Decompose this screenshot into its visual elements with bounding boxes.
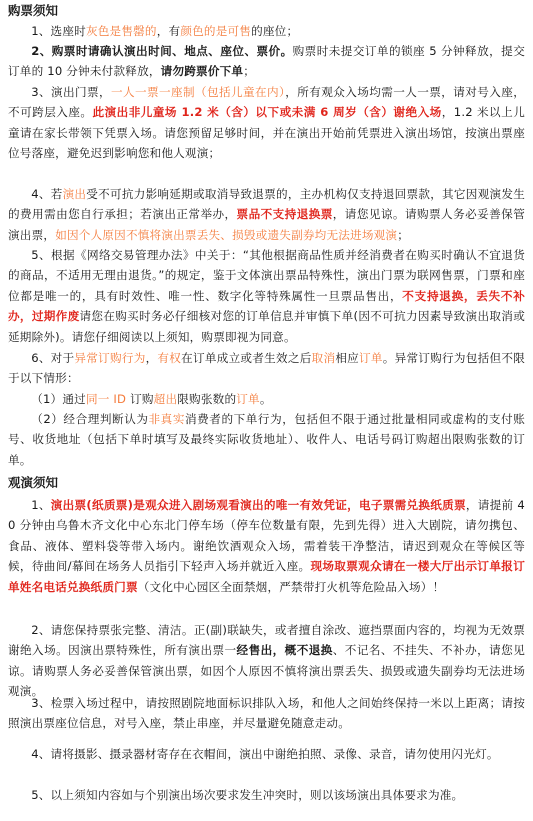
- text-run: 超出: [153, 392, 178, 406]
- text-run: 。: [259, 392, 272, 406]
- text-run: 4、请将摄影、摄录器材寄存在衣帽间，演出中谢绝拍照、录像、录音，请勿使用闪光灯。: [31, 747, 499, 761]
- text-run: ，所有观众入场均需一人一票，请对号入座，不可跨层入座。: [8, 85, 526, 120]
- text-run: 6、对于: [31, 351, 75, 365]
- text-run: 不支持退换，丢失不补办，过期作废: [8, 288, 525, 324]
- text-run: 票品不支持退换票: [236, 207, 333, 222]
- text-run: 此演出非儿童场 1.2 米（含）以下或未满 6 周岁（含）谢绝入场: [92, 105, 442, 120]
- text-run: 的座位；: [251, 24, 299, 38]
- text-run: ，: [145, 351, 158, 365]
- text-run: 5、以上须知内容如与个别演出场次要求发生冲突时，则以该场演出具体要求为准。: [31, 788, 464, 802]
- text-run: ，请提前 40 分钟由乌鲁木齐文化中心东北门停车场（停车位数量有限，先到先得）进入大剧院，请勿携包、食品、液体、塑料袋等带入场内。谢绝饮酒观众入场，需着装干净整洁，请迟到观众在等候区等候，待曲间/幕间在场务人员指引下轻声入场并就近入座。: [8, 498, 525, 574]
- text-run: 在订单成立或者生效之后: [181, 351, 312, 365]
- text-run: 取消: [311, 351, 336, 365]
- purchase-rule-4: [8, 184, 525, 245]
- text-run: ；: [243, 64, 256, 79]
- text-run: 2、请您保持票张完整、清洁。正(副)联缺失，或者擅自涂改、遮挡票面内容的，均视为无效票谢绝入场。因演出票特殊性，所有演出票一: [8, 623, 525, 658]
- text-run: ；: [397, 227, 410, 242]
- text-run: 同一 ID: [85, 392, 127, 406]
- purchase-notice-title: 购票须知: [8, 3, 59, 18]
- text-run: 消费者的下单行为，包括但不限于通过批量相同或虚构的支付账号、收货地址（包括下单时填写及最终实际收货地址）、收件人、电话号码订购超出限购张数的订单。: [8, 412, 525, 467]
- text-run: 订单: [359, 351, 383, 365]
- text-run: ，请您见谅。请购票人务必妥善保管演出票，: [8, 207, 525, 242]
- text-run: 受不可抗力影响延期或取消导致退票的，主办机构仅支持退回票款，其它因观演发生的费用需由您自行承担；若演出正常举办，: [8, 187, 525, 222]
- text-run: 一人一票一座制（包括儿童在内）: [110, 85, 286, 99]
- purchase-rule-6-case-1: [8, 389, 525, 409]
- text-run: 3、演出门票，: [31, 85, 111, 99]
- text-run: 4、若: [31, 187, 63, 201]
- text-run: 订单: [236, 392, 260, 406]
- text-run: 3、检票入场过程中，请按照剧院地面标识排队入场，和他人之间始终保持一米以上距离；请按照演出票座位信息，对号入座，禁止串座，并尽量避免随意走动。: [8, 696, 525, 731]
- text-run: ，1.2 米以上儿童请在家长带领下凭票入场。请您预留足够时间，并在演出开始前凭票进入演出场馆，按演出票座位号落座，避免迟到影响您和他人观演；: [8, 105, 525, 161]
- watch-rule-3: [8, 693, 525, 734]
- text-run: 相应: [335, 351, 360, 365]
- text-run: 限购张数的: [177, 392, 237, 406]
- text-run: 5、根据《网络交易管理办法》中关于：“其他根据商品性质并经消费者在购买时确认不宜退货的商品，不适用无理由退货。”的规定，鉴于文体演出票品特殊性，演出门票为联网售票，门票和座位都是唯一的，具有时效性、唯一性、数字化等特殊属性一旦票品售出，: [8, 248, 525, 303]
- text-run: 演出票(纸质票)是观众进入剧场观看演出的唯一有效凭证，电子票需兑换纸质票: [50, 498, 466, 512]
- watch-rule-2: [8, 620, 525, 702]
- text-run: （2）经合理判断认为: [31, 412, 149, 426]
- watch-rule-5: [8, 785, 525, 805]
- text-run: 2、购票时请确认演出时间、地点、座位、票价。: [31, 44, 293, 58]
- text-run: 购票时未提交订单的锁座 5 分钟释放，提交订单的 10 分钟未付款释放，: [8, 44, 526, 79]
- purchase-rule-6: [8, 348, 525, 389]
- purchase-rule-5: [8, 245, 525, 347]
- text-run: 有权: [157, 351, 182, 365]
- text-run: 现场取票观众请在一楼大厅出示订单报订单姓名电话兑换纸质门票: [8, 559, 525, 594]
- purchase-rule-1: [8, 21, 525, 41]
- text-run: 请勿跨票价下单: [160, 64, 244, 79]
- text-run: （文化中心园区全面禁烟，严禁带打火机等危险品入场）！: [137, 579, 445, 594]
- text-run: 演出: [62, 187, 87, 201]
- text-run: 、不记名、不挂失、不补办，请您见谅。请购票人务必妥善保管演出票，如因个人原因不慎将演出票丢失、损毁或遗失副券均无法进场观演。: [8, 643, 525, 699]
- watch-notice-title: 观演须知: [8, 475, 59, 490]
- text-run: ，有: [156, 24, 181, 38]
- text-run: （1）通过: [31, 392, 86, 406]
- text-run: 如因个人原因不慎将演出票丢失、损毁或遗失副券均无法进场观演: [55, 227, 398, 242]
- text-run: 经售出，概不退换: [236, 643, 333, 658]
- purchase-rule-3: [8, 82, 525, 164]
- text-run: 灰色是售罄的: [85, 24, 157, 38]
- text-run: 异常订购行为: [74, 351, 146, 365]
- text-run: 非真实: [148, 412, 185, 426]
- text-run: 1、: [31, 498, 51, 512]
- text-run: 请您在购买时务必仔细核对您的订单信息并审慎下单(因不可抗力因素导致演出取消或延期除外)。请您仔细阅读以上须知，购票即视为同意。: [8, 309, 525, 344]
- watch-rule-4: [8, 744, 525, 764]
- text-run: 订购: [126, 392, 154, 406]
- text-run: 颜色的是可售: [180, 24, 252, 38]
- watch-rule-1: [8, 495, 525, 597]
- text-run: 1、选座时: [31, 24, 86, 38]
- text-run: 。异常订购行为包括但不限于以下情形：: [8, 351, 525, 386]
- purchase-rule-2: [8, 41, 525, 82]
- purchase-rule-6-case-2: [8, 409, 525, 470]
